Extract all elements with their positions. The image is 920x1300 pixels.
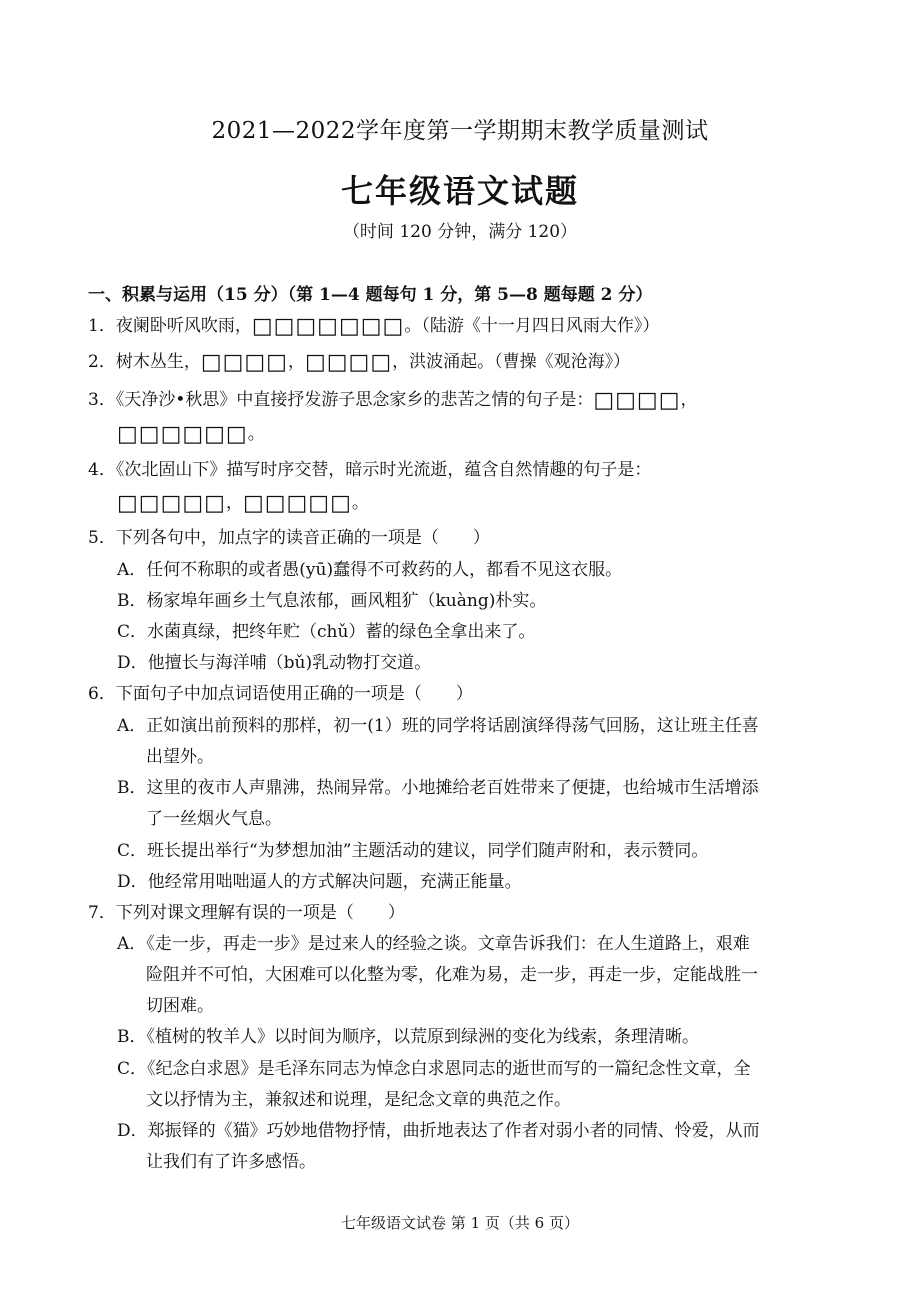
q6-option-c: C．班长提出举行“为梦想加油”主题活动的建议，同学们随声附和，表示赞同。: [117, 841, 709, 861]
paper-title: 七年级语文试题: [340, 172, 579, 210]
question-2: [88, 350, 630, 375]
q7-option-a-continued-2: 切困难。: [146, 996, 214, 1016]
question-3: [88, 388, 698, 413]
q7-option-c: C．《纪念白求恩》是毛泽东同志为悼念白求恩同志的逝世而写的一篇纪念性文章，全: [117, 1059, 751, 1079]
question-5-stem: 5．下列各句中，加点字的读音正确的一项是（ ）: [88, 528, 490, 548]
question-1: [88, 314, 659, 339]
q7-option-d: D．郑振铎的《猫》巧妙地借物抒情，曲折地表达了作者对弱小者的同情、怜爱，从而: [117, 1121, 760, 1141]
q6-option-b: B．这里的夜市人声鼎沸，热闹异常。小地摊给老百姓带来了便捷，也给城市生活增添: [117, 778, 759, 798]
answer-blank: □□□□: [200, 350, 288, 375]
q3-text: 3．《天净沙•秋思》中直接抒发游子思念家乡的悲苦之情的句子是：: [88, 390, 594, 410]
question-4-continued: [117, 491, 369, 516]
q6-option-a: A．正如演出前预料的那样，初一(1）班的同学将话剧演绎得荡气回肠，这让班主任喜: [117, 716, 759, 736]
exam-title: 2021—2022学年度第一学期期末教学质量测试: [211, 118, 709, 144]
question-7-stem: 7．下列对课文理解有误的一项是（ ）: [88, 903, 405, 923]
q7-option-d-continued: 让我们有了许多感悟。: [146, 1152, 316, 1172]
q7-option-a: A．《走一步，再走一步》是过来人的经验之谈。文章告诉我们：在人生道路上，艰难: [117, 934, 750, 954]
q5-option-c: C．水菌真绿，把终年贮（chǔ）蓄的绿色全拿出来了。: [117, 622, 536, 642]
q7-option-b: B．《植树的牧羊人》以时间为顺序，以荒原到绿洲的变化为线索，条理清晰。: [117, 1027, 699, 1047]
question-6-stem: 6．下面句子中加点词语使用正确的一项是（ ）: [88, 684, 473, 704]
q3-end: 。: [247, 424, 265, 444]
q2-source: ，洪波涌起。（曹操《观沧海》）: [392, 352, 631, 372]
q2-text: 2．树木丛生，: [88, 352, 201, 372]
q7-option-c-continued: 文以抒情为主，兼叙述和说理，是纪念文章的典范之作。: [146, 1090, 571, 1110]
answer-blank: □□□□: [593, 388, 681, 413]
q6-option-b-continued: 了一丝烟火气息。: [146, 809, 282, 829]
q1-text: 1．夜阑卧听风吹雨，: [88, 316, 252, 336]
q3-comma: ，: [680, 390, 698, 410]
answer-blank: □□□□□: [117, 491, 226, 516]
answer-blank: □□□□□□: [117, 422, 248, 447]
q5-option-d: D．他擅长与海洋哺（bǔ)乳动物打交道。: [117, 653, 432, 673]
q4-text: 4．《次北固山下》描写时序交替，暗示时光流逝，蕴含自然情趣的句子是：: [88, 460, 652, 480]
q6-option-a-continued: 出望外。: [146, 747, 214, 767]
q2-comma: ，: [287, 352, 305, 372]
answer-blank: □□□□□: [242, 491, 352, 516]
q7-option-a-continued: 险阻并不可怕，大困难可以化整为零，化难为易，走一步，再走一步，定能战胜一: [146, 965, 758, 985]
q6-option-d: D．他经常用咄咄逼人的方式解决问题，充满正能量。: [117, 872, 522, 892]
q4-end: 。: [351, 493, 369, 513]
answer-blank: □□□□□□□: [251, 314, 405, 339]
question-4: [88, 458, 651, 482]
exam-time-info: （时间 120 分钟，满分 120）: [342, 222, 578, 242]
answer-blank: □□□□: [304, 350, 393, 375]
section-heading: 一、积累与运用（15 分）（第 1—4 题每句 1 分，第 5—8 题每题 2 分）: [88, 285, 653, 305]
q1-source: 。（陆游《十一月四日风雨大作》）: [404, 316, 660, 336]
q5-option-a: A．任何不称职的或者愚(yū)蠢得不可救药的人，都看不见这衣服。: [117, 560, 623, 580]
q5-option-b: B．杨家埠年画乡土气息浓郁，画风粗犷（kuàng)朴实。: [117, 591, 547, 611]
page-footer: 七年级语文试卷 第 1 页（共 6 页）: [341, 1214, 579, 1232]
question-3-continued: [117, 422, 265, 447]
q4-comma: ，: [225, 493, 243, 513]
